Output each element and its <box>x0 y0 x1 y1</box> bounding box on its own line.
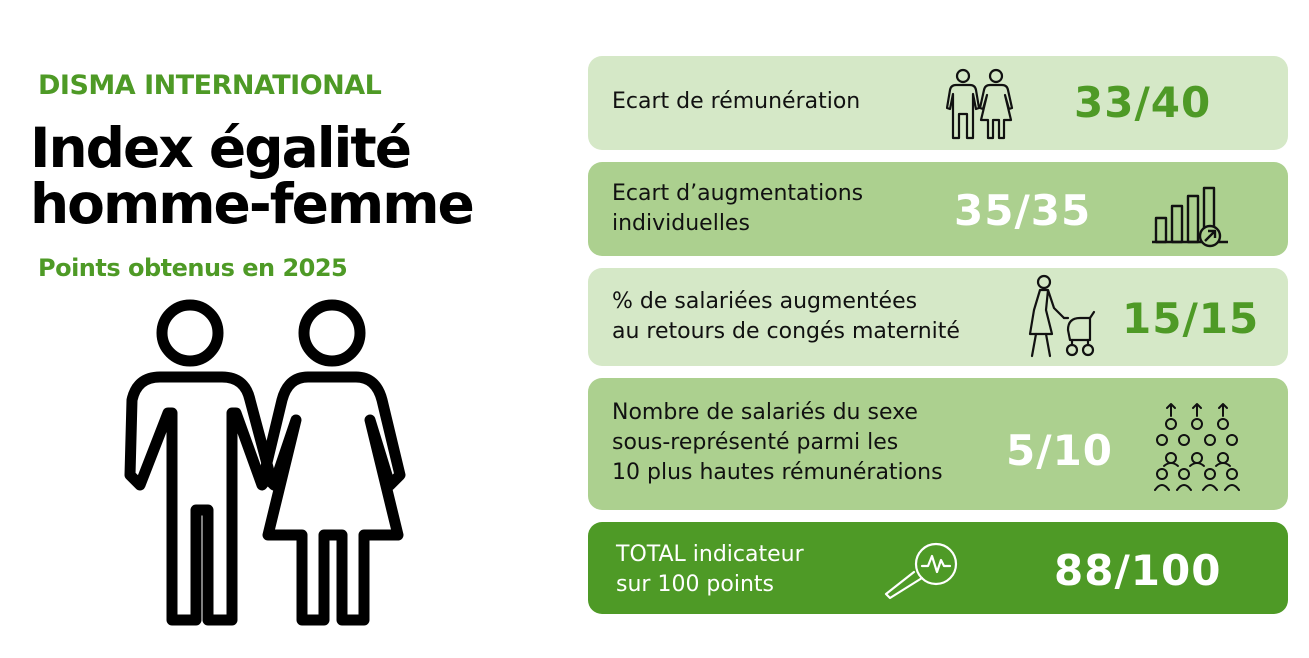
couple-icon <box>110 295 420 635</box>
indicator-label: Nombre de salariés du sexe sous-représenté parmi les 10 plus hautes rémunérations <box>612 400 943 485</box>
mother-stroller-icon <box>1026 274 1096 360</box>
page-title <box>30 116 473 236</box>
total-score: 88/100 <box>1054 546 1222 595</box>
total-card <box>588 522 1288 614</box>
indicator-card-maternite <box>588 268 1288 366</box>
indicator-card-augmentations <box>588 162 1288 256</box>
indicator-score: 33/40 <box>1074 78 1212 127</box>
crowd-icon <box>1154 400 1240 492</box>
indicator-score: 5/10 <box>1006 426 1114 475</box>
indicator-label: Ecart de rémunération <box>612 89 861 114</box>
page-subtitle: Points obtenus en 2025 <box>38 254 348 282</box>
indicator-card-remuneration <box>588 56 1288 150</box>
magnifier-chart-icon <box>884 540 962 602</box>
indicator-label: % de salariées augmentées au retours de congés maternité <box>612 289 960 344</box>
bar-chart-growth-icon <box>1150 184 1230 250</box>
title-line-1: Index égalité <box>30 116 411 180</box>
title-line-2: homme-femme <box>30 172 473 236</box>
indicator-score: 35/35 <box>954 186 1092 235</box>
indicator-score: 15/15 <box>1122 294 1260 343</box>
indicator-card-hautes-remunerations <box>588 378 1288 510</box>
indicator-label: Ecart d’augmentations individuelles <box>612 181 864 236</box>
total-label: TOTAL indicateur sur 100 points <box>616 542 804 597</box>
couple-icon <box>946 68 1016 140</box>
company-name: DISMA INTERNATIONAL <box>38 70 382 101</box>
